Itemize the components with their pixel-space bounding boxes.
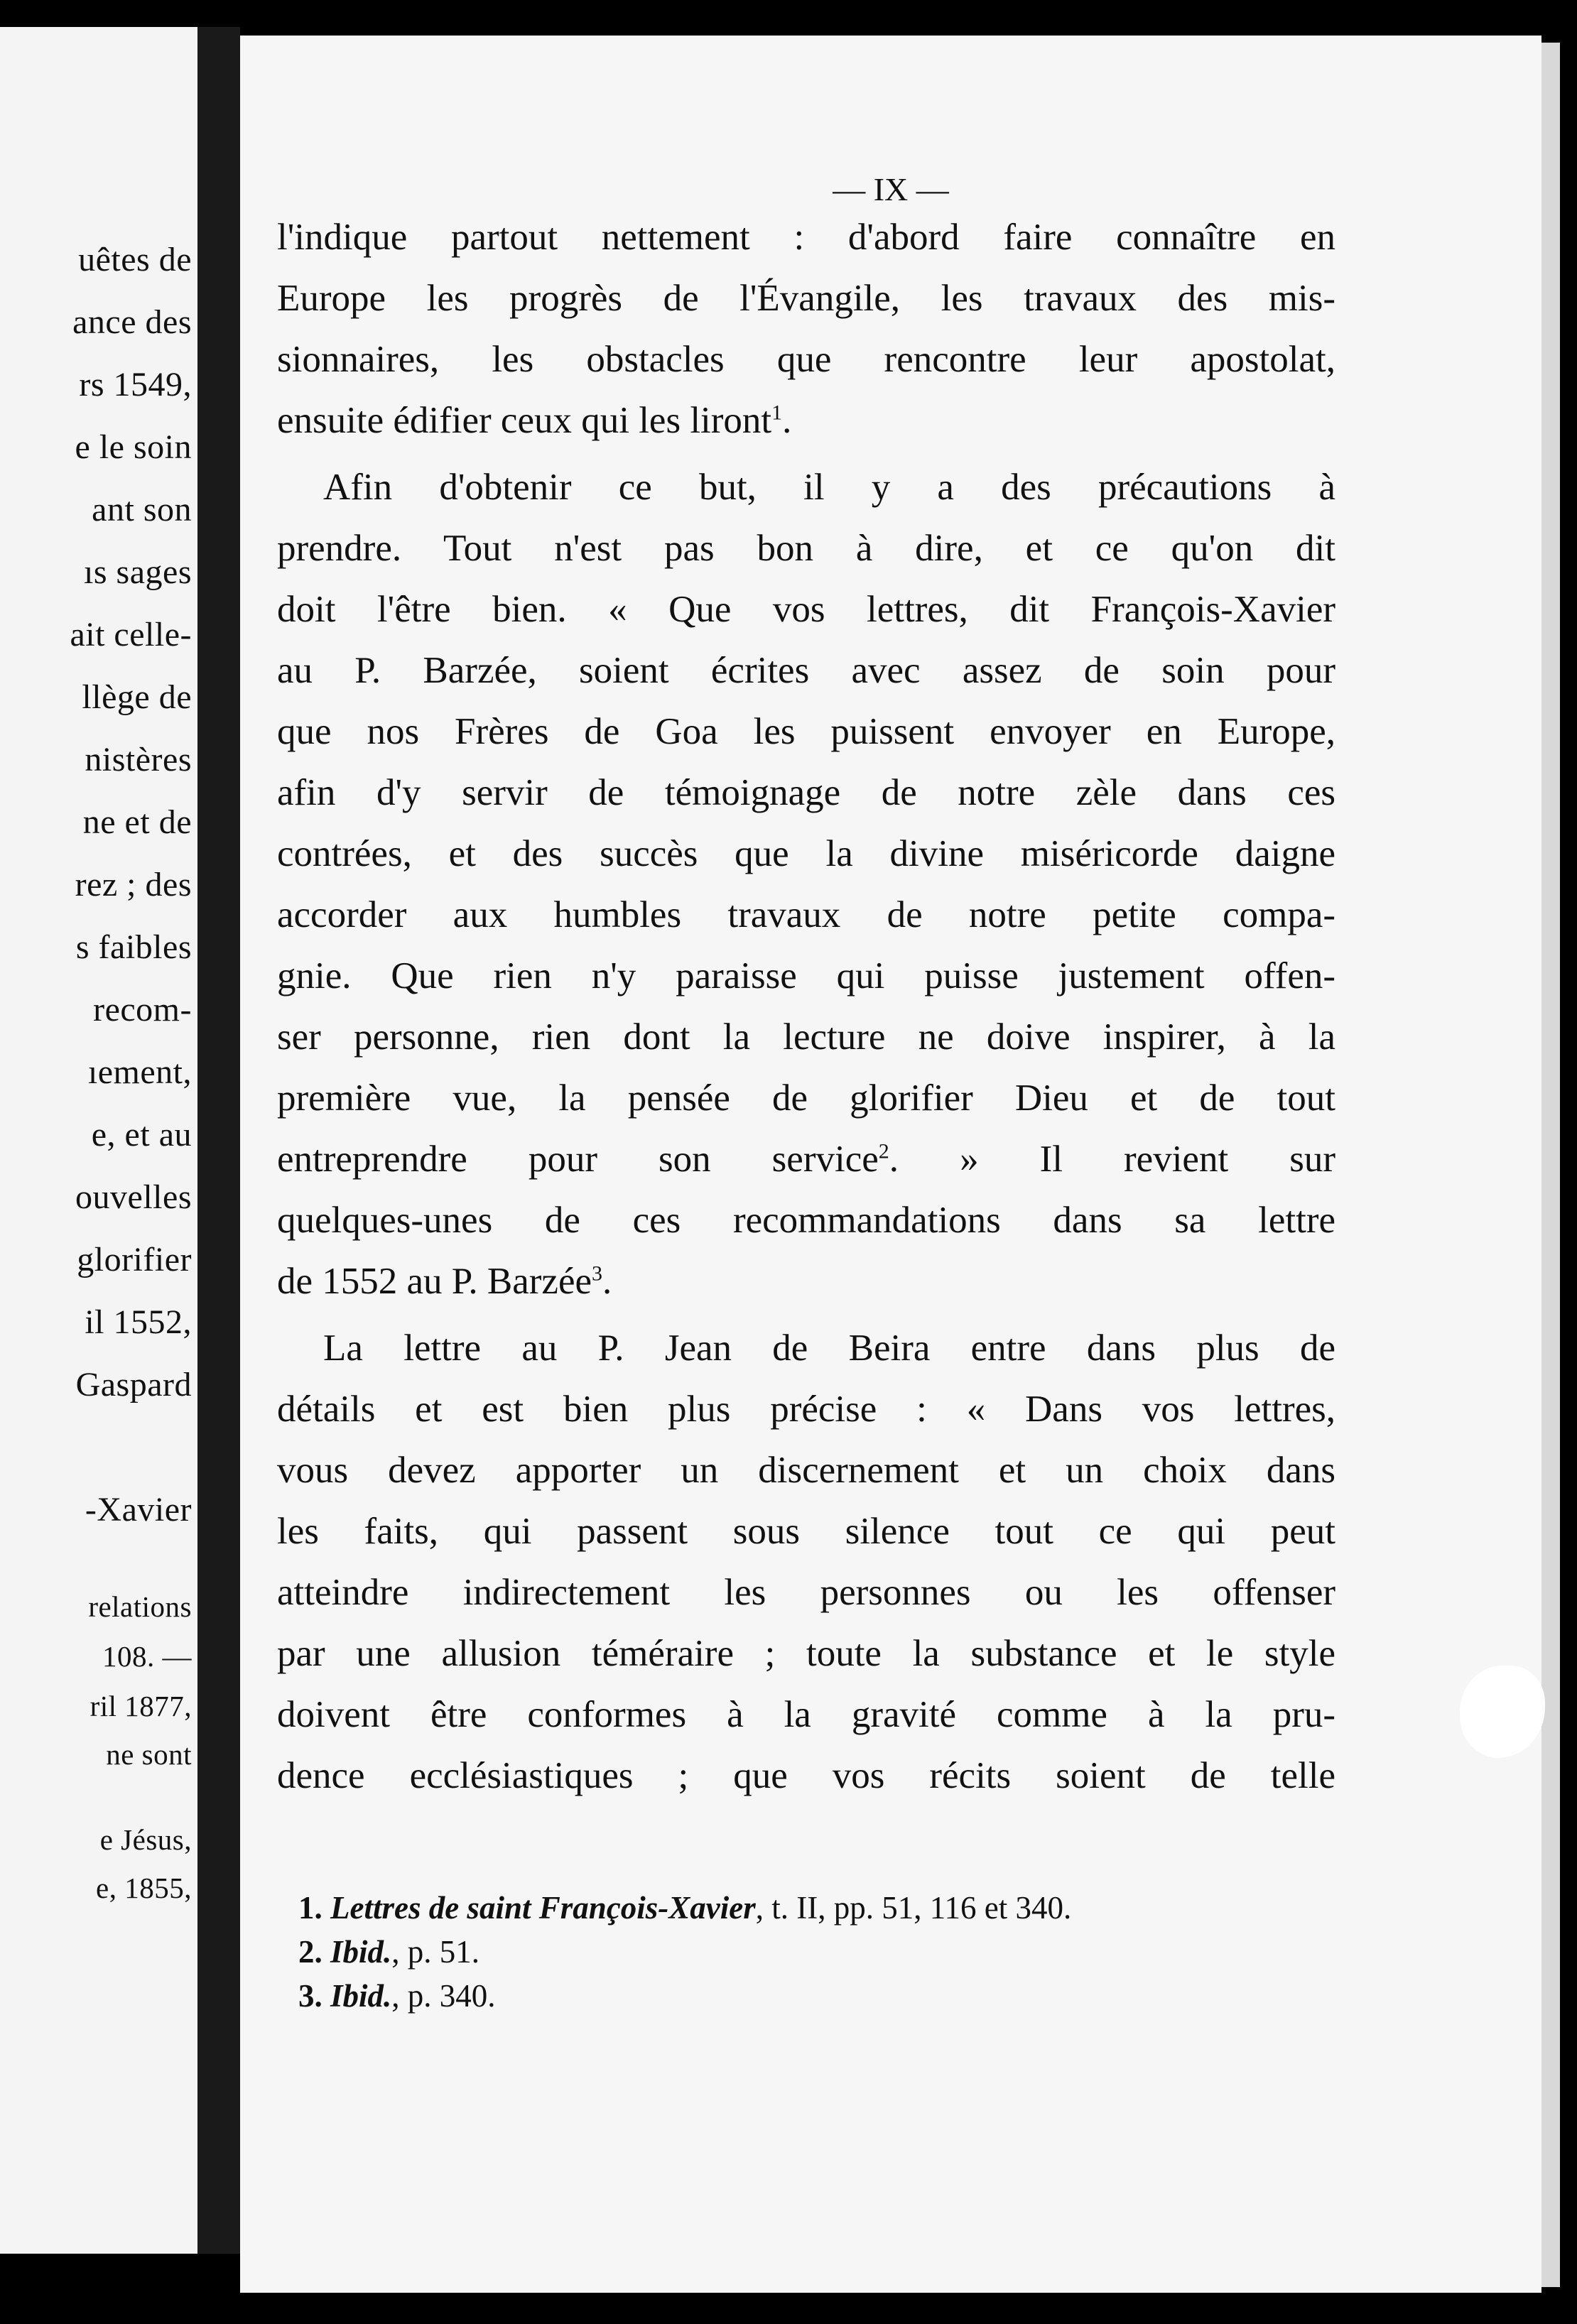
- left-text-line: ance des: [72, 303, 192, 341]
- left-text-line: Gaspard: [75, 1366, 192, 1403]
- body-text-line: prendre. Tout n'est pas bon à dire, et ce qu'on dit: [277, 528, 1335, 569]
- footnote-text: , p. 51.: [391, 1934, 480, 1970]
- body-text-line: Europe les progrès de l'Évangile, les travaux des mis-: [277, 278, 1335, 319]
- body-text-line: accorder aux humbles travaux de notre petite compa-: [277, 894, 1335, 935]
- body-text-line: doivent être conformes à la gravité comme à la pru-: [277, 1694, 1335, 1735]
- footnote-text: , t. II, pp. 51, 116 et 340.: [755, 1890, 1072, 1926]
- footnote: [298, 1889, 1071, 1926]
- left-text-line: ne et de: [82, 803, 192, 841]
- left-text-line: e, et au: [91, 1116, 192, 1153]
- footnote-title: Ibid.: [330, 1978, 392, 2014]
- left-text-line: -Xavier: [85, 1491, 192, 1528]
- body-text: .: [602, 1261, 612, 1302]
- page-folio: — IX —: [833, 171, 949, 207]
- left-text-line: rs 1549,: [79, 366, 192, 403]
- left-page-fragment: [0, 27, 197, 2254]
- left-footnote-line: e, 1855,: [96, 1872, 192, 1904]
- body-text-line: quelques-unes de ces recommandations dans sa lettre: [277, 1200, 1335, 1241]
- left-text-line: ait celle-: [70, 616, 192, 653]
- left-text-line: ıs sages: [84, 553, 192, 591]
- body-text-line: première vue, la pensée de glorifier Dieu et de tout: [277, 1077, 1335, 1119]
- body-text-line: [277, 1263, 1335, 1301]
- body-text-line: atteindre indirectement les personnes ou les offenser: [277, 1572, 1335, 1613]
- footnote-ref: 1: [771, 401, 783, 425]
- footnote-text: , p. 340.: [391, 1978, 496, 2014]
- body-text-line: les faits, qui passent sous silence tout ce qui peut: [277, 1511, 1335, 1552]
- left-footnote-line: ril 1877,: [90, 1690, 192, 1722]
- left-text-line: recom-: [93, 991, 192, 1028]
- body-text-line: doit l'être bien. « Que vos lettres, dit François-Xavier: [277, 589, 1335, 630]
- left-text-line: llège de: [82, 678, 192, 716]
- body-text: entreprendre pour son service: [277, 1139, 879, 1180]
- body-text: de 1552 au P. Barzée: [277, 1261, 592, 1302]
- footnote-title: Ibid.: [330, 1934, 392, 1970]
- footnote-number: 2.: [298, 1934, 323, 1970]
- body-text-line: sionnaires, les obstacles que rencontre leur apostolat,: [277, 339, 1335, 380]
- body-text-line: gnie. Que rien n'y paraisse qui puisse justement offen-: [277, 955, 1335, 997]
- body-text: . » Il revient sur: [889, 1139, 1335, 1180]
- footnote-ref: 3: [592, 1261, 602, 1286]
- body-text-line: afin d'y servir de témoignage de notre zèle dans ces: [277, 772, 1335, 813]
- left-text-line: rez ; des: [75, 866, 192, 903]
- left-text-line: il 1552,: [85, 1303, 192, 1341]
- body-text-line: contrées, et des succès que la divine miséricorde daigne: [277, 833, 1335, 874]
- left-text-line: ant son: [92, 491, 192, 528]
- left-text-line: ıement,: [87, 1053, 192, 1091]
- footnote: [298, 1933, 479, 1970]
- book-gutter: [197, 27, 240, 2254]
- left-text-line: glorifier: [77, 1241, 192, 1278]
- body-text-line: que nos Frères de Goa les puissent envoyer en Europe,: [277, 711, 1335, 752]
- body-text-line: vous devez apporter un discernement et un choix dans: [277, 1450, 1335, 1491]
- footnote-number: 3.: [298, 1978, 323, 2014]
- left-text-line: ouvelles: [75, 1178, 192, 1216]
- body-text-line: dence ecclésiastiques ; que vos récits soient de telle: [277, 1755, 1335, 1796]
- left-footnote-line: relations: [88, 1590, 192, 1623]
- body-text-line: au P. Barzée, soient écrites avec assez de soin pour: [277, 650, 1335, 691]
- footnote-ref: 2: [878, 1139, 889, 1163]
- left-text-line: s faibles: [75, 928, 192, 966]
- body-text-line: La lettre au P. Jean de Beira entre dans plus de: [323, 1327, 1335, 1369]
- left-text-line: uêtes de: [78, 241, 192, 278]
- left-text-line: e le soin: [75, 428, 192, 466]
- body-text-line: détails et est bien plus précise : « Dans vos lettres,: [277, 1389, 1335, 1430]
- footnote: [298, 1977, 496, 2014]
- body-text-line: ser personne, rien dont la lecture ne doive inspirer, à la: [277, 1016, 1335, 1058]
- body-text-line: l'indique partout nettement : d'abord faire connaître en: [277, 217, 1335, 258]
- left-text-line: nistères: [85, 741, 192, 778]
- body-text: .: [782, 400, 792, 441]
- body-text-line: Afin d'obtenir ce but, il y a des précautions à: [323, 467, 1335, 508]
- page-edge: [1541, 43, 1560, 2287]
- body-text-line: par une allusion téméraire ; toute la substance et le style: [277, 1633, 1335, 1674]
- footnote-number: 1.: [298, 1890, 323, 1926]
- left-footnote-line: 108. —: [102, 1640, 192, 1673]
- body-text-line: [277, 1141, 1335, 1178]
- footnote-title: Lettres de saint François-Xavier: [330, 1890, 756, 1926]
- left-footnote-line: ne sont: [106, 1738, 192, 1771]
- left-footnote-line: e Jésus,: [99, 1823, 192, 1856]
- body-text: ensuite édifier ceux qui les liront: [277, 400, 772, 441]
- body-text-line: [277, 402, 1335, 440]
